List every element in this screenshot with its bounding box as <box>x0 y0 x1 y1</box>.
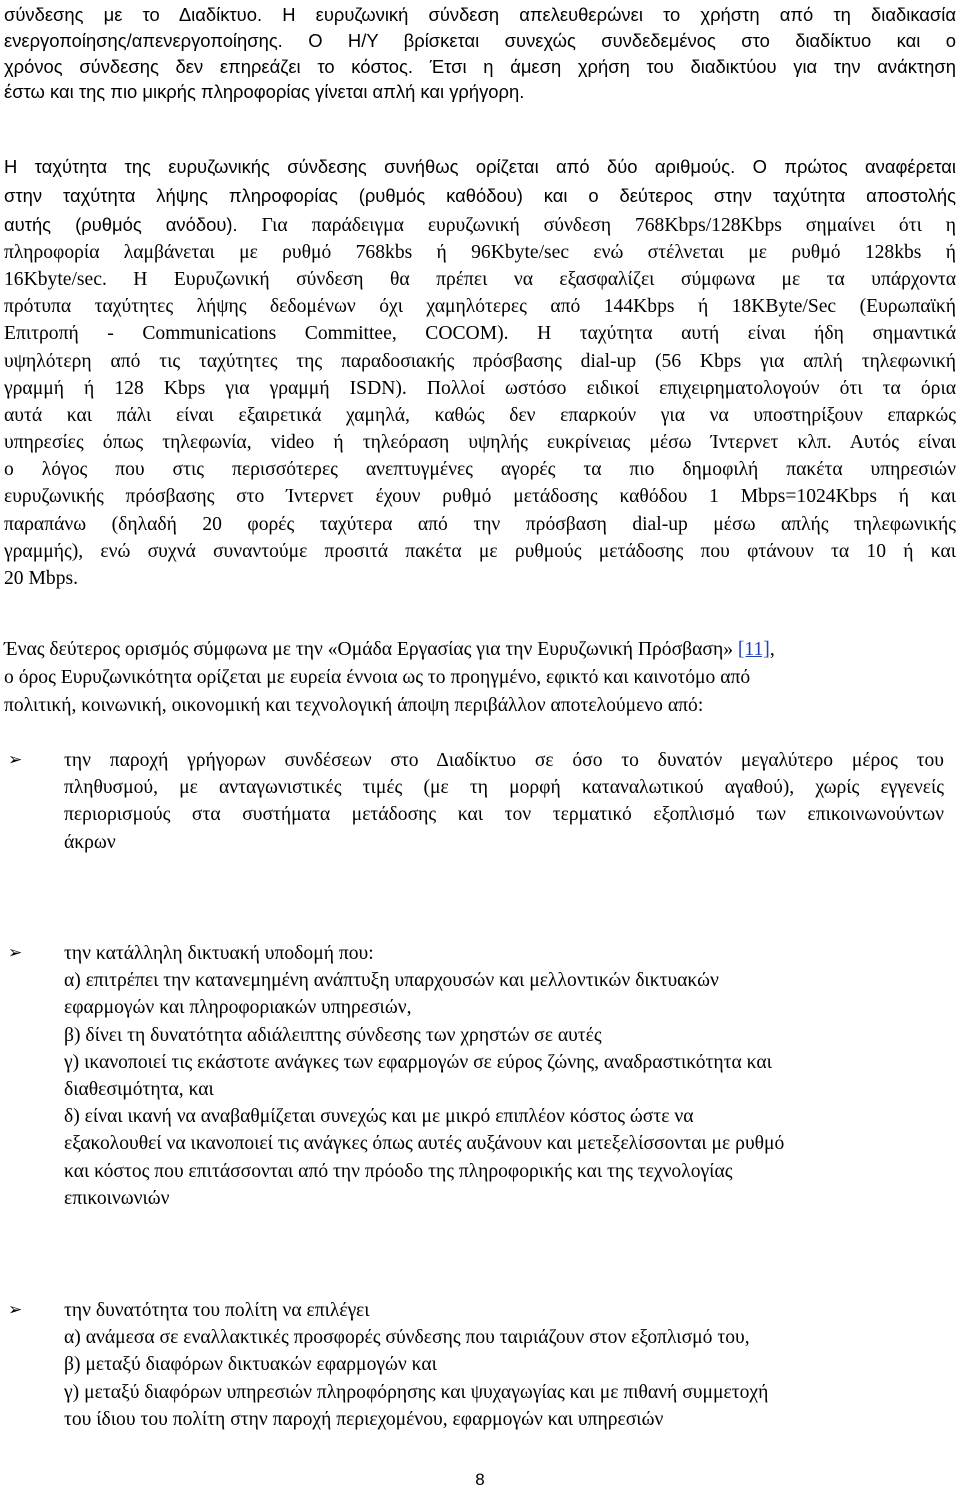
text-line: εφαρμογών και πληροφοριακών υπηρεσιών, <box>64 997 412 1019</box>
text-line: γραμμής), ενώ συχνά συναντούμε προσιτά πακέτα με ρυθμούς μετάδοσης που φτάνουν τα 10 ή και <box>4 540 956 562</box>
text-line: στην ταχύτητα λήψης πληροφορίας (ρυθμός καθόδου) και ο δεύτερος στην ταχύτητα αποστολής <box>4 184 956 206</box>
paragraph-connection <box>4 2 956 105</box>
text-line: χρόνος σύνδεσης δεν επηρεάζει το κόστος. Έτσι η άμεση χρήση του διαδικτύου για την ανάκτηση <box>4 55 956 77</box>
text-line: αυτά και πάλι είναι εξαιρετικά χαμηλά, καθώς δεν επαρκούν για να υποστηρίξουν επαρκώς <box>4 404 956 426</box>
text-line: υψηλότερη από τις ταχύτητες της παραδοσιακής πρόσβασης dial-up (56 Kbps για απλή τηλεφωνική <box>4 350 956 372</box>
text-line: την κατάλληλη δικτυακή υποδομή που: <box>64 943 374 964</box>
text-fragment: αυτής (ρυθμός ανόδου). <box>4 213 238 235</box>
text-line: α) ανάμεσα σε εναλλακτικές προσφορές σύνδεσης που ταιριάζουν στον εξοπλισμό του, <box>64 1327 750 1349</box>
text-line: του ίδιου του πολίτη στην παροχή περιεχομένου, εφαρμογών και υπηρεσιών <box>64 1408 664 1430</box>
text-line: α) επιτρέπει την κατανεμημένη ανάπτυξη υπαρχουσών και μελλοντικών δικτυακών <box>64 970 719 992</box>
text-line: γ) ικανοποιεί τις εκάστοτε ανάγκες των εφαρμογών σε εύρος ζώνης, αναδραστικότητα και <box>64 1051 772 1073</box>
text-line: σύνδεσης με το Διαδίκτυο. Η ευρυζωνική σύνδεση απελευθερώνει το χρήστη από τη διαδικασία <box>4 4 956 25</box>
text-line: εξακολουθεί να ικανοποιεί τις ανάγκες όπως αυτές αυξάνουν και μετεξελίσσονται με ρυθμό <box>64 1133 785 1155</box>
text-line: Επιτροπή - Communications Committee, COCOM). Η ταχύτητα αυτή είναι ήδη σημαντικά <box>4 323 956 345</box>
arrow-bullet-icon: ➢ <box>8 750 23 770</box>
text-line: Η ταχύτητα της ευρυζωνικής σύνδεσης συνήθως ορίζεται από δύο αριθμούς. Ο πρώτος αναφέρεται <box>4 156 956 177</box>
serif-lines <box>4 239 956 592</box>
text-line: δ) είναι ικανή να αναβαθμίζεται συνεχώς και με μικρό επιπλέον κόστος ώστε να <box>64 1106 694 1128</box>
text-line: 16Kbyte/sec. Η Ευρυζωνική σύνδεση θα πρέπει να εξασφαλίζει σύμφωνα με τα υπάρχοντα <box>4 268 956 290</box>
paragraph-definition <box>4 636 956 720</box>
text-line: ο όρος Ευρυζωνικότητα ορίζεται με ευρεία έννοια ως το προηγμένο, εφικτό και καινοτόμο από <box>4 667 751 689</box>
text-fragment: , <box>769 639 775 660</box>
text-line: άκρων <box>64 831 116 853</box>
text-line: β) μεταξύ διαφόρων δικτυακών εφαρμογών και <box>64 1354 437 1376</box>
text-line: περιορισμούς στα συστήματα μετάδοσης και τον τερματικό εξοπλισμό των επικοινωνούντων <box>64 804 944 826</box>
paragraph-speed <box>4 154 956 592</box>
text-line: β) δίνει τη δυνατότητα αδιάλειπτης σύνδεσης των χρηστών σε αυτές <box>64 1024 602 1046</box>
text-line: πολιτική, κοινωνική, οικονομική και τεχνολογική άποψη περιβάλλον αποτελούμενο από: <box>4 695 704 717</box>
text-fragment: Για παράδειγμα ευρυζωνική σύνδεση 768Kbps/128Kbps σημαίνει ότι η <box>237 214 956 236</box>
text-line: ενεργοποίησης/απενεργοποίησης. Ο Η/Υ βρίσκεται συνεχώς συνδεδεμένος στο διαδίκτυο και ο <box>4 29 956 51</box>
text-line: την παροχή γρήγορων συνδέσεων στο Διαδίκτυο σε όσο το δυνατόν μεγαλύτερο μέρος του <box>64 750 944 771</box>
text-line: πληθυσμού, με ανταγωνιστικές τιμές (με τη μορφή καταναλωτικού αγαθού), χωρίς εγγενείς <box>64 777 944 799</box>
text-fragment: Ένας δεύτερος ορισμός σύμφωνα με την «Ομάδα Εργασίας για την Ευρυζωνική Πρόσβαση» <box>4 639 738 660</box>
text-line: διαθεσιμότητα, και <box>64 1078 214 1100</box>
text-line: επικοινωνιών <box>64 1187 170 1209</box>
bullet-item <box>64 940 944 1212</box>
text-line: γ) μεταξύ διαφόρων υπηρεσιών πληροφόρησης και ψυχαγωγίας και με πιθανή συμμετοχή <box>64 1381 769 1403</box>
text-line: παραπάνω (δηλαδή 20 φορές ταχύτερα από την πρόσβαση dial-up μέσω απλής τηλεφωνικής <box>4 513 956 535</box>
text-line: γραμμή ή 128 Kbps για γραμμή ISDN). Πολλοί ωστόσο ειδικοί επιχειρηματολογούν ότι τα όρια <box>4 377 956 399</box>
text-line-mixed <box>4 212 956 239</box>
text-line: ευρυζωνικής πρόσβασης στο Ίντερνετ έχουν ρυθμό μετάδοσης καθόδου 1 Mbps=1024Kbps ή και <box>4 486 956 508</box>
reference-link[interactable]: [11] <box>737 639 770 660</box>
text-line <box>4 636 956 663</box>
text-line: ο λόγος που στις περισσότερες ανεπτυγμένες αγορές τα πιο δημοφιλή πακέτα υπηρεσιών <box>4 459 956 481</box>
arrow-bullet-icon: ➢ <box>8 943 23 963</box>
text-line: την δυνατότητα του πολίτη να επιλέγει <box>64 1300 370 1321</box>
text-line: 20 Mbps. <box>4 568 79 590</box>
arrow-bullet-icon: ➢ <box>8 1300 23 1320</box>
page-number: 8 <box>475 1470 485 1489</box>
text-line: υπηρεσίες όπως τηλεφωνία, video ή τηλεόραση υψηλής ευκρίνειας μέσω Ίντερνετ κλπ. Αυτός είναι <box>4 432 956 454</box>
bullet-item <box>64 747 944 856</box>
text-line: πληροφορία λαμβάνεται με ρυθμό 768kbs ή 96Kbyte/sec ενώ στέλνεται με ρυθμό 128kbs ή <box>4 241 956 263</box>
text-line: και κόστος που επιτάσσονται από την πρόοδο της πληροφορικής και της τεχνολογίας <box>64 1160 733 1182</box>
bullet-item <box>64 1297 944 1433</box>
text-line: έστω και της πιο μικρής πληροφορίας γίνεται απλή και γρήγορη. <box>4 81 525 103</box>
text-line: πρότυπα ταχύτητες λήψης δεδομένων όχι χαμηλότερες από 144Kbps ή 18KByte/Sec (Ευρωπαϊκή <box>4 296 956 318</box>
